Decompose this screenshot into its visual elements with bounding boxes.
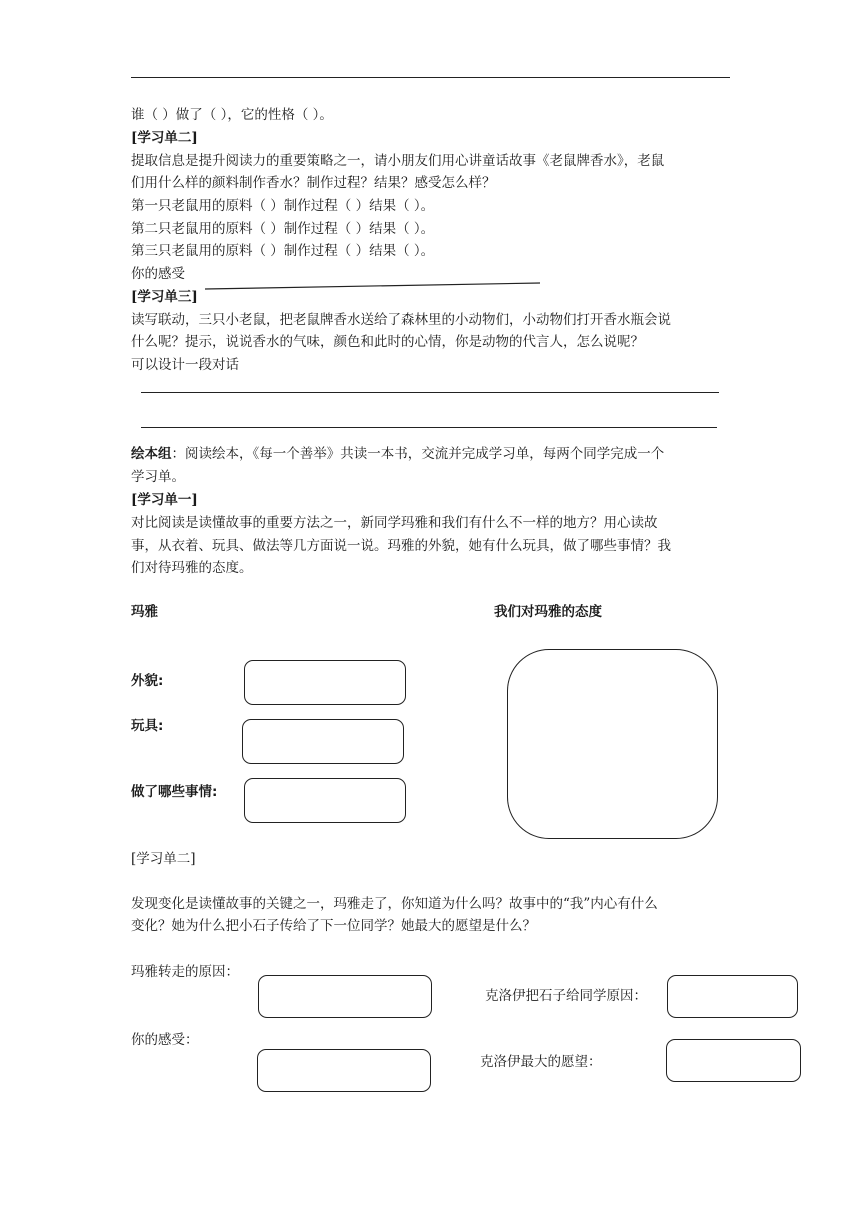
sheet-b1-para-2: 事，从衣着、玩具、做法等几方面说一说。玛雅的外貌，她有什么玩具，做了哪些事情？我 xyxy=(131,538,671,554)
chloe-wish-box[interactable] xyxy=(666,1039,801,1082)
attitude-answer-box[interactable] xyxy=(507,649,718,839)
sheet2-header: [学习单二] xyxy=(131,130,198,146)
sheet3-header: [学习单三] xyxy=(131,289,198,305)
sheet3-para-3: 可以设计一段对话 xyxy=(131,357,239,373)
dialogue-answer-line-1[interactable] xyxy=(141,392,719,393)
sheet-b1-header: [学习单一] xyxy=(131,492,198,508)
deeds-label: 做了哪些事情: xyxy=(131,784,218,800)
stone-reason-box[interactable] xyxy=(667,975,798,1018)
sheet3-para-1: 读写联动，三只小老鼠，把老鼠牌香水送给了森林里的小动物们，小动物们打开香水瓶会说 xyxy=(131,312,671,328)
toys-label: 玩具: xyxy=(131,718,164,734)
top-rule xyxy=(131,77,730,78)
dialogue-answer-line-2[interactable] xyxy=(141,427,717,428)
who-did-line: 谁（ ）做了（ ），它的性格（ ）。 xyxy=(131,107,333,123)
picture-group-intro-line2: 学习单。 xyxy=(131,469,185,485)
sheet2-para-1: 提取信息是提升阅读力的重要策略之一，请小朋友们用心讲童话故事《老鼠牌香水》，老鼠 xyxy=(131,153,665,169)
sheet2-row-1: 第一只老鼠用的原料（ ）制作过程（ ）结果（ ）。 xyxy=(131,198,435,214)
sheet3-para-2: 什么呢？提示，说说香水的气味，颜色和此时的心情，你是动物的代言人，怎么说呢？ xyxy=(131,334,644,350)
sheet2-feeling-label: 你的感受 xyxy=(131,266,185,282)
appearance-answer-box[interactable] xyxy=(244,660,406,705)
your-feeling-box[interactable] xyxy=(257,1049,431,1092)
your-feeling-label: 你的感受： xyxy=(131,1032,199,1048)
chloe-wish-label: 克洛伊最大的愿望： xyxy=(480,1054,602,1070)
maya-leave-reason-label: 玛雅转走的原因： xyxy=(131,964,239,980)
picture-group-intro-text: ：阅读绘本，《每一个善举》共读一本书，交流并完成学习单，每两个同学完成一个 xyxy=(171,446,665,462)
sheet-b1-para-1: 对比阅读是读懂故事的重要方法之一，新同学玛雅和我们有什么不一样的地方？用心读故 xyxy=(131,515,658,531)
stone-reason-label: 克洛伊把石子给同学原因： xyxy=(485,988,647,1004)
picture-group-intro xyxy=(131,444,664,464)
sheet-b1-para-3: 们对待玛雅的态度。 xyxy=(131,560,253,576)
deeds-answer-box[interactable] xyxy=(244,778,406,823)
toys-answer-box[interactable] xyxy=(242,719,404,764)
appearance-label: 外貌: xyxy=(131,673,164,689)
sheet2-row-2: 第二只老鼠用的原料（ ）制作过程（ ）结果（ ）。 xyxy=(131,221,435,237)
sheet-b2-header: [学习单二] xyxy=(131,851,196,867)
sheet-b2-para-2: 变化？她为什么把小石子传给了下一位同学？她最大的愿望是什么？ xyxy=(131,918,536,934)
attitude-column-title: 我们对玛雅的态度 xyxy=(494,604,602,620)
feeling-answer-line[interactable] xyxy=(200,280,545,292)
sheet2-row-3: 第三只老鼠用的原料（ ）制作过程（ ）结果（ ）。 xyxy=(131,243,435,259)
maya-column-title: 玛雅 xyxy=(131,604,158,620)
sheet-b2-para-1: 发现变化是读懂故事的关键之一，玛雅走了，你知道为什么吗？故事中的“我”内心有什么 xyxy=(131,896,658,912)
picture-group-label: 绘本组 xyxy=(131,446,172,462)
sheet2-para-2: 们用什么样的颜料制作香水？制作过程？结果？感受怎么样？ xyxy=(131,175,496,191)
maya-leave-reason-box[interactable] xyxy=(258,975,432,1018)
